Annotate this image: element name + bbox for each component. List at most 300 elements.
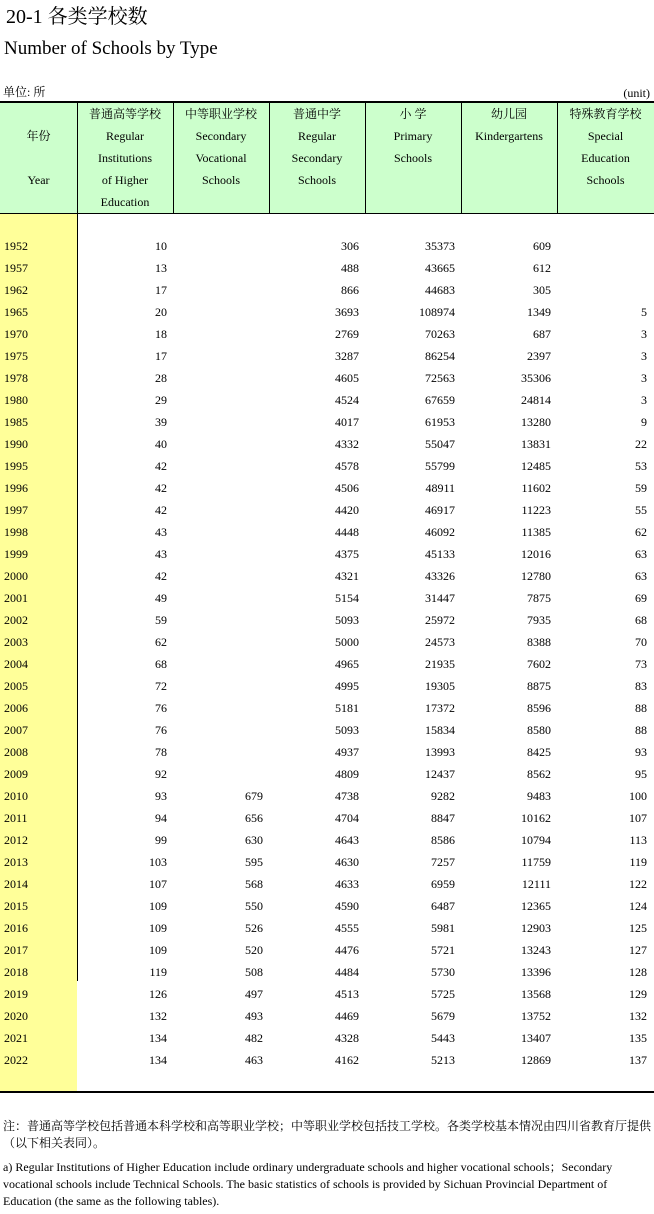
header-line: 中等职业学校 bbox=[184, 107, 257, 121]
year-cell: 1978 bbox=[4, 371, 28, 385]
table-row bbox=[0, 741, 654, 763]
higher-education-cell: 94 bbox=[155, 811, 167, 825]
table-row bbox=[0, 543, 654, 565]
special-education-cell: 5 bbox=[641, 305, 647, 319]
regular-secondary-cell: 4965 bbox=[335, 657, 359, 671]
table-row bbox=[0, 345, 654, 367]
primary-cell: 35373 bbox=[425, 239, 455, 253]
kindergarten-cell: 305 bbox=[533, 283, 551, 297]
primary-cell: 5213 bbox=[431, 1053, 455, 1067]
header-line: Primary bbox=[393, 129, 433, 143]
kindergarten-cell: 13243 bbox=[521, 943, 551, 957]
regular-secondary-cell: 4448 bbox=[335, 525, 359, 539]
special-education-cell: 3 bbox=[641, 327, 647, 341]
kindergarten-cell: 13407 bbox=[521, 1031, 551, 1045]
regular-secondary-cell: 4578 bbox=[335, 459, 359, 473]
regular-secondary-cell: 4332 bbox=[335, 437, 359, 451]
special-education-cell: 68 bbox=[635, 613, 647, 627]
header-line: Kindergartens bbox=[475, 129, 543, 143]
primary-cell: 43326 bbox=[425, 569, 455, 583]
year-cell: 2000 bbox=[4, 569, 28, 583]
higher-education-cell: 109 bbox=[149, 921, 167, 935]
year-cell: 2010 bbox=[4, 789, 28, 803]
special-education-cell: 9 bbox=[641, 415, 647, 429]
primary-cell: 5443 bbox=[431, 1031, 455, 1045]
regular-secondary-cell: 4469 bbox=[335, 1009, 359, 1023]
kindergarten-cell: 10794 bbox=[521, 833, 551, 847]
year-cell: 1970 bbox=[4, 327, 28, 341]
table-row bbox=[0, 631, 654, 653]
higher-education-cell: 109 bbox=[149, 943, 167, 957]
header-higher-education bbox=[77, 101, 173, 211]
year-cell: 2016 bbox=[4, 921, 28, 935]
primary-cell: 61953 bbox=[425, 415, 455, 429]
special-education-cell: 122 bbox=[629, 877, 647, 891]
kindergarten-cell: 13568 bbox=[521, 987, 551, 1001]
table-row bbox=[0, 939, 654, 961]
year-cell: 1952 bbox=[4, 239, 28, 253]
kindergarten-cell: 11759 bbox=[521, 855, 551, 869]
kindergarten-cell: 35306 bbox=[521, 371, 551, 385]
kindergarten-cell: 12365 bbox=[521, 899, 551, 913]
table-row bbox=[0, 235, 654, 257]
header-year bbox=[0, 101, 77, 211]
year-cell: 2008 bbox=[4, 745, 28, 759]
table-row bbox=[0, 763, 654, 785]
kindergarten-cell: 612 bbox=[533, 261, 551, 275]
header-regular-secondary bbox=[269, 101, 365, 211]
year-cell: 1990 bbox=[4, 437, 28, 451]
table-row bbox=[0, 1049, 654, 1071]
kindergarten-cell: 11602 bbox=[521, 481, 551, 495]
kindergarten-cell: 12111 bbox=[521, 877, 551, 891]
kindergarten-cell: 24814 bbox=[521, 393, 551, 407]
table-row bbox=[0, 521, 654, 543]
special-education-cell: 55 bbox=[635, 503, 647, 517]
year-cell: 2014 bbox=[4, 877, 28, 891]
table-row bbox=[0, 411, 654, 433]
special-education-cell: 59 bbox=[635, 481, 647, 495]
year-cell: 2020 bbox=[4, 1009, 28, 1023]
table-row bbox=[0, 719, 654, 741]
higher-education-cell: 76 bbox=[155, 701, 167, 715]
table-row bbox=[0, 675, 654, 697]
higher-education-cell: 17 bbox=[155, 349, 167, 363]
kindergarten-cell: 7935 bbox=[527, 613, 551, 627]
regular-secondary-cell: 4590 bbox=[335, 899, 359, 913]
kindergarten-cell: 8562 bbox=[527, 767, 551, 781]
special-education-cell: 3 bbox=[641, 349, 647, 363]
header-line: Secondary bbox=[195, 129, 247, 143]
table-row bbox=[0, 389, 654, 411]
primary-cell: 31447 bbox=[425, 591, 455, 605]
header-line: Regular bbox=[298, 129, 336, 143]
regular-secondary-cell: 4162 bbox=[335, 1053, 359, 1067]
higher-education-cell: 49 bbox=[155, 591, 167, 605]
higher-education-cell: 17 bbox=[155, 283, 167, 297]
vocational-cell: 482 bbox=[245, 1031, 263, 1045]
kindergarten-cell: 609 bbox=[533, 239, 551, 253]
table-row bbox=[0, 983, 654, 1005]
footnote-cn: 注：普通高等学校包括普通本科学校和高等职业学校；中等职业学校包括技工学校。各类学校基本情况由四川省教育厅提供（以下相关表同）。 bbox=[3, 1119, 652, 1150]
header-line bbox=[557, 191, 654, 213]
higher-education-cell: 42 bbox=[155, 481, 167, 495]
year-cell: 1996 bbox=[4, 481, 28, 495]
header-line: 幼儿园 bbox=[490, 107, 527, 121]
regular-secondary-cell: 4476 bbox=[335, 943, 359, 957]
regular-secondary-cell: 306 bbox=[341, 239, 359, 253]
year-cell: 1998 bbox=[4, 525, 28, 539]
higher-education-cell: 39 bbox=[155, 415, 167, 429]
year-cell: 2009 bbox=[4, 767, 28, 781]
vocational-cell: 497 bbox=[245, 987, 263, 1001]
vocational-cell: 493 bbox=[245, 1009, 263, 1023]
header-line bbox=[0, 147, 77, 169]
kindergarten-cell: 12780 bbox=[521, 569, 551, 583]
regular-secondary-cell: 4328 bbox=[335, 1031, 359, 1045]
primary-cell: 5725 bbox=[431, 987, 455, 1001]
kindergarten-cell: 13280 bbox=[521, 415, 551, 429]
header-line bbox=[461, 191, 557, 213]
header-divider bbox=[557, 103, 558, 213]
primary-cell: 108974 bbox=[419, 305, 455, 319]
header-divider bbox=[461, 103, 462, 213]
kindergarten-cell: 8580 bbox=[527, 723, 551, 737]
special-education-cell: 62 bbox=[635, 525, 647, 539]
regular-secondary-cell: 4937 bbox=[335, 745, 359, 759]
header-line: Secondary bbox=[291, 151, 343, 165]
table-row bbox=[0, 851, 654, 873]
primary-cell: 67659 bbox=[425, 393, 455, 407]
special-education-cell: 83 bbox=[635, 679, 647, 693]
special-education-cell: 88 bbox=[635, 723, 647, 737]
regular-secondary-cell: 4420 bbox=[335, 503, 359, 517]
higher-education-cell: 20 bbox=[155, 305, 167, 319]
regular-secondary-cell: 4643 bbox=[335, 833, 359, 847]
header-divider bbox=[173, 103, 174, 213]
higher-education-cell: 42 bbox=[155, 503, 167, 517]
header-line: 年份 bbox=[26, 129, 51, 143]
regular-secondary-cell: 5181 bbox=[335, 701, 359, 715]
header-divider bbox=[365, 103, 366, 213]
kindergarten-cell: 8388 bbox=[527, 635, 551, 649]
kindergarten-cell: 1349 bbox=[527, 305, 551, 319]
kindergarten-cell: 7602 bbox=[527, 657, 551, 671]
year-cell: 2004 bbox=[4, 657, 28, 671]
header-vocational bbox=[173, 101, 269, 211]
header-line: Regular bbox=[106, 129, 144, 143]
higher-education-cell: 78 bbox=[155, 745, 167, 759]
year-cell: 2017 bbox=[4, 943, 28, 957]
special-education-cell: 93 bbox=[635, 745, 647, 759]
primary-cell: 5721 bbox=[431, 943, 455, 957]
header-line: Schools bbox=[586, 173, 625, 187]
table-row bbox=[0, 873, 654, 895]
header-line: of Higher bbox=[101, 173, 149, 187]
regular-secondary-cell: 4633 bbox=[335, 877, 359, 891]
header-line: Schools bbox=[393, 151, 432, 165]
special-education-cell: 3 bbox=[641, 393, 647, 407]
table-row bbox=[0, 565, 654, 587]
kindergarten-cell: 8425 bbox=[527, 745, 551, 759]
year-cell: 1957 bbox=[4, 261, 28, 275]
kindergarten-cell: 2397 bbox=[527, 349, 551, 363]
kindergarten-cell: 12903 bbox=[521, 921, 551, 935]
kindergarten-cell: 13396 bbox=[521, 965, 551, 979]
year-cell: 2018 bbox=[4, 965, 28, 979]
table-row bbox=[0, 895, 654, 917]
table-bottom-rule bbox=[0, 1091, 654, 1093]
header-line: 特殊教育学校 bbox=[569, 107, 642, 121]
vocational-cell: 630 bbox=[245, 833, 263, 847]
special-education-cell: 22 bbox=[635, 437, 647, 451]
table-row bbox=[0, 807, 654, 829]
year-cell: 1965 bbox=[4, 305, 28, 319]
higher-education-cell: 103 bbox=[149, 855, 167, 869]
header-kindergartens bbox=[461, 101, 557, 211]
primary-cell: 19305 bbox=[425, 679, 455, 693]
special-education-cell: 3 bbox=[641, 371, 647, 385]
special-education-cell: 69 bbox=[635, 591, 647, 605]
year-cell: 1995 bbox=[4, 459, 28, 473]
primary-cell: 21935 bbox=[425, 657, 455, 671]
primary-cell: 6959 bbox=[431, 877, 455, 891]
header-line: Special bbox=[587, 129, 624, 143]
header-line: Institutions bbox=[97, 151, 152, 165]
table-row bbox=[0, 1005, 654, 1027]
regular-secondary-cell: 4017 bbox=[335, 415, 359, 429]
regular-secondary-cell: 3287 bbox=[335, 349, 359, 363]
special-education-cell: 124 bbox=[629, 899, 647, 913]
higher-education-cell: 43 bbox=[155, 547, 167, 561]
higher-education-cell: 62 bbox=[155, 635, 167, 649]
schools-table bbox=[0, 101, 654, 1094]
special-education-cell: 63 bbox=[635, 569, 647, 583]
header-line: Education bbox=[581, 151, 630, 165]
primary-cell: 9282 bbox=[431, 789, 455, 803]
table-body bbox=[0, 235, 654, 1071]
year-cell: 2019 bbox=[4, 987, 28, 1001]
kindergarten-cell: 12869 bbox=[521, 1053, 551, 1067]
header-line bbox=[0, 103, 77, 125]
primary-cell: 8847 bbox=[431, 811, 455, 825]
higher-education-cell: 126 bbox=[149, 987, 167, 1001]
header-line bbox=[269, 191, 365, 213]
header-line: 普通中学 bbox=[292, 107, 341, 121]
vocational-cell: 679 bbox=[245, 789, 263, 803]
higher-education-cell: 134 bbox=[149, 1031, 167, 1045]
higher-education-cell: 109 bbox=[149, 899, 167, 913]
special-education-cell: 135 bbox=[629, 1031, 647, 1045]
higher-education-cell: 92 bbox=[155, 767, 167, 781]
table-row bbox=[0, 367, 654, 389]
primary-cell: 55799 bbox=[425, 459, 455, 473]
table-row bbox=[0, 499, 654, 521]
regular-secondary-cell: 5154 bbox=[335, 591, 359, 605]
regular-secondary-cell: 4506 bbox=[335, 481, 359, 495]
kindergarten-cell: 687 bbox=[533, 327, 551, 341]
vocational-cell: 568 bbox=[245, 877, 263, 891]
higher-education-cell: 99 bbox=[155, 833, 167, 847]
kindergarten-cell: 11385 bbox=[521, 525, 551, 539]
kindergarten-cell: 11223 bbox=[521, 503, 551, 517]
higher-education-cell: 28 bbox=[155, 371, 167, 385]
year-cell: 2007 bbox=[4, 723, 28, 737]
regular-secondary-cell: 2769 bbox=[335, 327, 359, 341]
special-education-cell: 113 bbox=[629, 833, 647, 847]
vocational-cell: 508 bbox=[245, 965, 263, 979]
higher-education-cell: 107 bbox=[149, 877, 167, 891]
footnote-en: a) Regular Institutions of Higher Education include ordinary undergraduate schools and higher vocational schools；Secondary vocational schools include Technical Schools. The basic statistics of schools is provided by Sichuan Provincial Department of Education (the same as the following tables). bbox=[3, 1160, 613, 1208]
special-education-cell: 63 bbox=[635, 547, 647, 561]
regular-secondary-cell: 866 bbox=[341, 283, 359, 297]
regular-secondary-cell: 4321 bbox=[335, 569, 359, 583]
vocational-cell: 520 bbox=[245, 943, 263, 957]
header-line: Education bbox=[100, 195, 150, 209]
special-education-cell: 53 bbox=[635, 459, 647, 473]
primary-cell: 7257 bbox=[431, 855, 455, 869]
special-education-cell: 125 bbox=[629, 921, 647, 935]
kindergarten-cell: 7875 bbox=[527, 591, 551, 605]
header-special-education bbox=[557, 101, 654, 211]
page-title-cn: 20-1 各类学校数 bbox=[6, 6, 148, 28]
year-cell: 2021 bbox=[4, 1031, 28, 1045]
vocational-cell: 595 bbox=[245, 855, 263, 869]
special-education-cell: 137 bbox=[629, 1053, 647, 1067]
primary-cell: 70263 bbox=[425, 327, 455, 341]
year-cell: 2002 bbox=[4, 613, 28, 627]
higher-education-cell: 29 bbox=[155, 393, 167, 407]
table-row bbox=[0, 1027, 654, 1049]
higher-education-cell: 13 bbox=[155, 261, 167, 275]
table-row bbox=[0, 301, 654, 323]
table-row bbox=[0, 323, 654, 345]
kindergarten-cell: 8596 bbox=[527, 701, 551, 715]
special-education-cell: 127 bbox=[629, 943, 647, 957]
higher-education-cell: 42 bbox=[155, 459, 167, 473]
year-cell: 1975 bbox=[4, 349, 28, 363]
special-education-cell: 132 bbox=[629, 1009, 647, 1023]
higher-education-cell: 134 bbox=[149, 1053, 167, 1067]
kindergarten-cell: 13831 bbox=[521, 437, 551, 451]
table-row bbox=[0, 257, 654, 279]
header-bottom-rule bbox=[0, 213, 654, 214]
higher-education-cell: 40 bbox=[155, 437, 167, 451]
year-cell: 2005 bbox=[4, 679, 28, 693]
year-cell: 2001 bbox=[4, 591, 28, 605]
regular-secondary-cell: 4375 bbox=[335, 547, 359, 561]
regular-secondary-cell: 3693 bbox=[335, 305, 359, 319]
regular-secondary-cell: 5093 bbox=[335, 723, 359, 737]
header-line: Schools bbox=[297, 173, 336, 187]
primary-cell: 24573 bbox=[425, 635, 455, 649]
year-cell: 1980 bbox=[4, 393, 28, 407]
primary-cell: 15834 bbox=[425, 723, 455, 737]
regular-secondary-cell: 4704 bbox=[335, 811, 359, 825]
page-title-en: Number of Schools by Type bbox=[4, 38, 218, 59]
year-cell: 2011 bbox=[4, 811, 28, 825]
regular-secondary-cell: 4484 bbox=[335, 965, 359, 979]
regular-secondary-cell: 4809 bbox=[335, 767, 359, 781]
header-line: Vocational bbox=[195, 151, 247, 165]
primary-cell: 13993 bbox=[425, 745, 455, 759]
header-line bbox=[0, 191, 77, 213]
header-line bbox=[365, 169, 461, 191]
special-education-cell: 128 bbox=[629, 965, 647, 979]
vocational-cell: 550 bbox=[245, 899, 263, 913]
table-row bbox=[0, 279, 654, 301]
header-line bbox=[461, 147, 557, 169]
primary-cell: 44683 bbox=[425, 283, 455, 297]
table-row bbox=[0, 697, 654, 719]
primary-cell: 8586 bbox=[431, 833, 455, 847]
kindergarten-cell: 12485 bbox=[521, 459, 551, 473]
primary-cell: 5981 bbox=[431, 921, 455, 935]
year-cell: 2015 bbox=[4, 899, 28, 913]
table-row bbox=[0, 433, 654, 455]
higher-education-cell: 59 bbox=[155, 613, 167, 627]
year-cell: 2022 bbox=[4, 1053, 28, 1067]
higher-education-cell: 10 bbox=[155, 239, 167, 253]
regular-secondary-cell: 488 bbox=[341, 261, 359, 275]
table-row bbox=[0, 829, 654, 851]
year-cell: 2012 bbox=[4, 833, 28, 847]
header-line: 普通高等学校 bbox=[88, 107, 161, 121]
primary-cell: 6487 bbox=[431, 899, 455, 913]
kindergarten-cell: 13752 bbox=[521, 1009, 551, 1023]
unit-label-cn: 单位: 所 bbox=[3, 85, 46, 99]
primary-cell: 25972 bbox=[425, 613, 455, 627]
header-line bbox=[461, 169, 557, 191]
higher-education-cell: 68 bbox=[155, 657, 167, 671]
primary-cell: 45133 bbox=[425, 547, 455, 561]
higher-education-cell: 43 bbox=[155, 525, 167, 539]
header-line: Year bbox=[27, 173, 50, 187]
higher-education-cell: 18 bbox=[155, 327, 167, 341]
primary-cell: 17372 bbox=[425, 701, 455, 715]
regular-secondary-cell: 4555 bbox=[335, 921, 359, 935]
special-education-cell: 129 bbox=[629, 987, 647, 1001]
table-row bbox=[0, 587, 654, 609]
regular-secondary-cell: 5000 bbox=[335, 635, 359, 649]
year-cell: 2013 bbox=[4, 855, 28, 869]
table-row bbox=[0, 477, 654, 499]
vocational-cell: 463 bbox=[245, 1053, 263, 1067]
table-row bbox=[0, 455, 654, 477]
primary-cell: 86254 bbox=[425, 349, 455, 363]
regular-secondary-cell: 4524 bbox=[335, 393, 359, 407]
header-line bbox=[173, 191, 269, 213]
table-row bbox=[0, 961, 654, 983]
year-cell: 1999 bbox=[4, 547, 28, 561]
regular-secondary-cell: 4995 bbox=[335, 679, 359, 693]
regular-secondary-cell: 4605 bbox=[335, 371, 359, 385]
higher-education-cell: 72 bbox=[155, 679, 167, 693]
header-primary bbox=[365, 101, 461, 211]
header-line: 小 学 bbox=[399, 107, 427, 121]
special-education-cell: 70 bbox=[635, 635, 647, 649]
primary-cell: 48911 bbox=[425, 481, 455, 495]
kindergarten-cell: 9483 bbox=[527, 789, 551, 803]
year-cell: 1985 bbox=[4, 415, 28, 429]
kindergarten-cell: 8875 bbox=[527, 679, 551, 693]
primary-cell: 12437 bbox=[425, 767, 455, 781]
year-cell: 2006 bbox=[4, 701, 28, 715]
vocational-cell: 656 bbox=[245, 811, 263, 825]
header-line: Schools bbox=[201, 173, 240, 187]
higher-education-cell: 119 bbox=[149, 965, 167, 979]
table-row bbox=[0, 785, 654, 807]
